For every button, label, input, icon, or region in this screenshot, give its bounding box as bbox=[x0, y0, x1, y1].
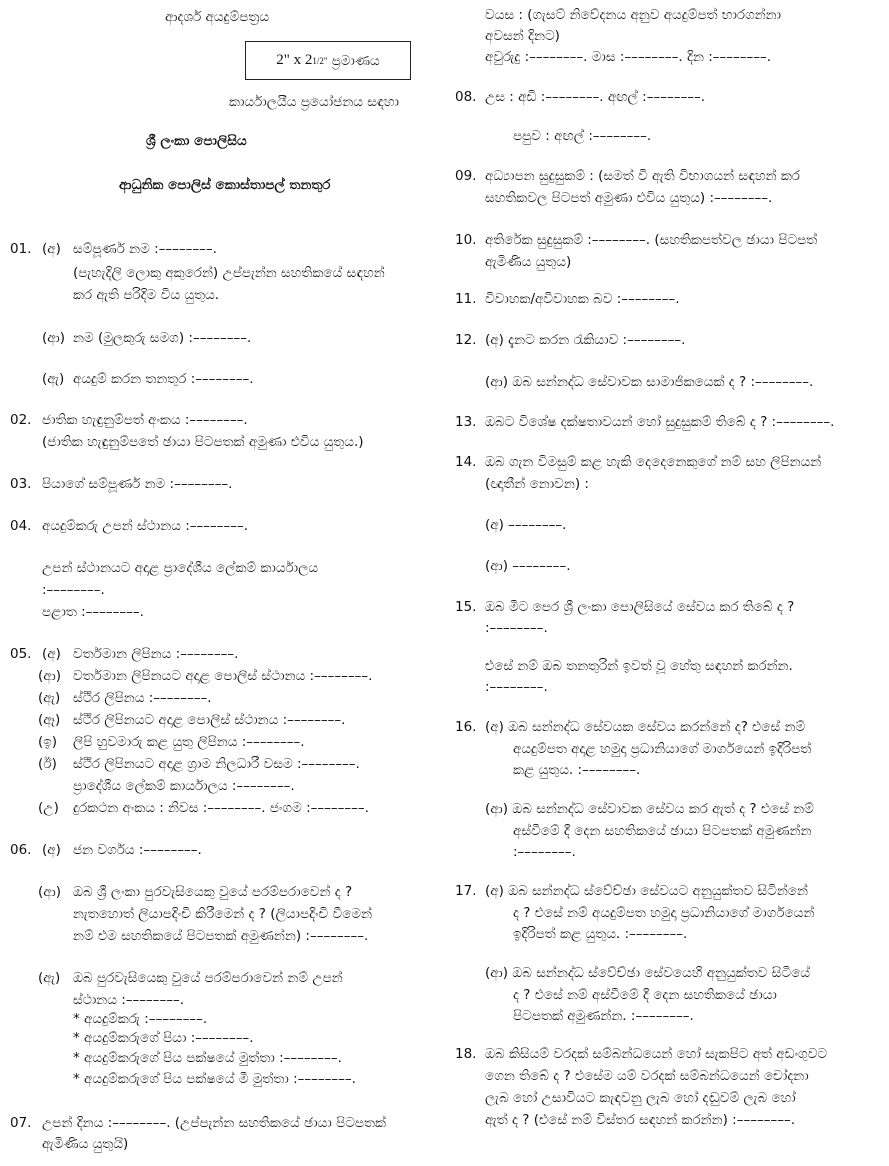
q14-b-text: (ආ) ––––––––. bbox=[485, 558, 571, 574]
photo-size-box bbox=[245, 41, 411, 80]
q14-number: 14. bbox=[455, 454, 477, 470]
q05-item-label: (ආ) bbox=[38, 668, 61, 684]
age-fields: අවුරුදු :––––––––. මාස :––––––––. දින :––––––––. bbox=[485, 49, 772, 65]
q03-text: පියාගේ සම්පූර්ණ නම :––––––––. bbox=[42, 476, 233, 492]
q16-number: 16. bbox=[455, 719, 477, 735]
q15-text: :––––––––. bbox=[485, 679, 548, 695]
q04-sub: පළාත :––––––––. bbox=[42, 604, 144, 620]
q15-number: 15. bbox=[455, 599, 477, 615]
q01-a-note: (පැහැදිලි ලොකු අකුරෙන්) උප්පැන්න සහතිකයේ සඳහන් bbox=[73, 265, 385, 281]
q02-number: 02. bbox=[10, 412, 32, 428]
q09-number: 09. bbox=[455, 168, 477, 184]
org-name: ශ්‍රී ලංකා පොලිසිය bbox=[146, 133, 247, 149]
q16-a-text: කළ යුතුය. :––––––––. bbox=[513, 762, 641, 778]
q05-item-text: වර්තමාන ලිපිනය :––––––––. bbox=[73, 646, 239, 662]
q06-number: 06. bbox=[10, 842, 32, 858]
q11-number: 11. bbox=[455, 291, 477, 307]
q18-text: ලැබ හෝ උසාවියට කැඳවනු ලැබ හෝ දඬුවම් ලැබ හෝ bbox=[485, 1090, 796, 1106]
q05-item-text: ස්ථිර ලිපිනයට අදාළ පොලිස් ස්ථානය :––––––––. bbox=[73, 712, 346, 728]
q12-number: 12. bbox=[455, 332, 477, 348]
q13-number: 13. bbox=[455, 414, 477, 430]
q06-bullet: * අයදුම්කරුගේ පියා :––––––––. bbox=[73, 1030, 254, 1046]
q08-chest: පපුව : අඟල් :––––––––. bbox=[513, 128, 652, 144]
q07-number: 07. bbox=[10, 1115, 32, 1131]
q05-number: 05. bbox=[10, 646, 32, 662]
q01-a-label: (අ) bbox=[42, 241, 61, 257]
q17-b-text: ද ? එසේ නම් අස්වීමේ දී දෙන සහතිකයේ ඡායා bbox=[513, 987, 777, 1003]
q11-text: විවාහක/අවිවාහක බව :––––––––. bbox=[485, 291, 680, 307]
position-title: ආධුනික පොලිස් කොස්තාපල් තනතුර bbox=[119, 177, 331, 193]
q15-text: ඔබ මීට පෙර ශ්‍රී ලංකා පොලිසියේ සේවය කර තිබේ ද ? bbox=[485, 599, 795, 615]
q10-number: 10. bbox=[455, 232, 477, 248]
q05-item-label: (ඊ) bbox=[38, 756, 57, 772]
q05-item-text: වර්තමාන ලිපිනයට අදාළ පොලිස් ස්ථානය :––––––––. bbox=[73, 668, 373, 684]
q16-a-text: අයදුම්පත අදාළ හමුදා ප්‍රධානියාගේ මාර්ගයෙන් ඉදිරිපත් bbox=[513, 741, 812, 757]
q10-text: අතිරේක සුදුසුකම් :––––––––. (සහතිකපත්වල ඡායා පිටපත් bbox=[485, 232, 818, 248]
q15-text: එසේ නම් ඔබ තනතුරින් ඉවත් වූ හේතු සඳහන් කරන්න. bbox=[485, 658, 793, 674]
q02-note: (ජාතික හැඳුනුම්පතේ ඡායා පිටපතක් අමුණා එවිය යුතුය.) bbox=[42, 434, 364, 450]
q02-text: ජාතික හැඳුනුම්පත් අංකය :––––––––. bbox=[42, 412, 248, 428]
q01-number: 01. bbox=[10, 241, 32, 257]
q01-c-label: (ඇ) bbox=[42, 371, 65, 387]
q05-item-text: ලිපි හුවමාරු කළ යුතු ලිපිනය :––––––––. bbox=[73, 734, 305, 750]
q01-c-text: අයදුම් කරන තනතුර :––––––––. bbox=[73, 371, 254, 387]
q16-b-text: (ආ) ඔබ සන්නද්ධ සේවාවක සේවය කර ඇත් ද ? එසේ නම් bbox=[485, 801, 814, 817]
q06-b-text: නම් එම සහතිකයේ පිටපතක් අමුණන්න) :––––––––. bbox=[73, 928, 369, 944]
q16-b-text: :––––––––. bbox=[513, 844, 576, 860]
q06-a-label: (අ) bbox=[42, 842, 61, 858]
q06-bullet: * අයදුම්කරු :––––––––. bbox=[73, 1011, 208, 1027]
photo-size-sup: 1/2" bbox=[312, 55, 328, 66]
q16-b-text: අස්වීමේ දී දෙන සහතිකයේ ඡායා පිටපතක් අමුණන්න bbox=[513, 823, 812, 839]
photo-size-dims: 2" x 2 bbox=[276, 52, 313, 68]
q08-number: 08. bbox=[455, 89, 477, 105]
q01-b-label: (ආ) bbox=[42, 330, 65, 346]
q06-b-text: නැතහොත් ලියාපදිංචි කිරීමෙන් ද ? (ලියාපදිංචි වීමෙන් bbox=[73, 906, 373, 922]
age-text: අවසන් දිනට) bbox=[485, 28, 560, 44]
q17-a-text: ද ? එසේ නම් අයදුම්පත හමුදා ප්‍රධානියාගේ මාර්ගයෙන් bbox=[513, 905, 815, 921]
q01-a-text: සම්පූර්ණ නම :––––––––. bbox=[73, 241, 217, 257]
q17-a-text: (අ) ඔබ සන්නද්ධ ස්වේච්ඡා සේවයට අනුයුක්තව සිටින්නේ bbox=[485, 883, 808, 899]
q01-b-text: නම (මුලකුරු සමග) :––––––––. bbox=[73, 330, 252, 346]
q08-height: උස : අඩි :––––––––. අඟල් :––––––––. bbox=[485, 89, 705, 105]
q06-b-label: (ආ) bbox=[38, 884, 61, 900]
q04-text: අයදුම්කරු උපන් ස්ථානය :––––––––. bbox=[42, 518, 249, 534]
q05-item-text: දුරකථන අංකය : නිවස :––––––––. ජංගම :––––––––. bbox=[73, 800, 369, 816]
q05-item-label: (උ) bbox=[38, 800, 59, 816]
q16-a-text: (අ) ඔබ සන්නද්ධ සේවයක සේවය කරන්නේ ද? එසේ නම් bbox=[485, 719, 806, 735]
q17-number: 17. bbox=[455, 883, 477, 899]
q04-number: 04. bbox=[10, 518, 32, 534]
q05-item-label: (ඇ) bbox=[38, 690, 61, 706]
form-title: ආදර්ශ අයදුම්පත්‍රය bbox=[165, 9, 270, 25]
q17-b-text: පිටපතක් අමුණන්න. :––––––––. bbox=[513, 1008, 694, 1024]
q14-text: ඔබ ගැන විමසුම් කළ හැකි දෙදෙනෙකුගේ නම් සහ ලිපිනයන් bbox=[485, 454, 822, 470]
q01-a-note: කර ඇති පරිදිම විය යුතුය. bbox=[73, 287, 220, 303]
q06-bullet: * අයදුම්කරුගේ පිය පක්ෂයේ මුත්තා :––––––––. bbox=[73, 1050, 342, 1066]
q18-number: 18. bbox=[455, 1046, 477, 1062]
q05-item-label: (ඉ) bbox=[38, 734, 57, 750]
q12-a-text: (අ) දැනට කරන රැකියාව :––––––––. bbox=[485, 332, 686, 348]
q05-item-label: (අ) bbox=[42, 646, 61, 662]
office-use-label: කාර්යාලයීය ප්‍රයෝජනය සඳහා bbox=[229, 94, 399, 110]
q18-text: ගෙන තිබේ ද ? එසේම යම් වරදක් සම්බන්ධයෙන් චෝදනා bbox=[485, 1068, 809, 1084]
q05-item-text: ප්‍රාදේශීය ලේකම් කාර්යාලය :––––––––. bbox=[73, 778, 295, 794]
q18-text: ඇත් ද ? (එසේ නම් විස්තර සඳහන් කරන්න) :––––––––. bbox=[485, 1112, 795, 1128]
q04-sub: උපන් ස්ථානයට අදාළ ප්‍රාදේශීය ලේකම් කාර්යාලය bbox=[42, 560, 319, 576]
q14-text: (ඥාතීන් නොවන) : bbox=[485, 476, 589, 492]
q17-b-text: (ආ) ඔබ සන්නද්ධ ස්වේච්ඡා සේවයෙහි අනුයුක්තව සිටියේ bbox=[485, 965, 810, 981]
q10-text: ඇමිණිය යුතුය) bbox=[485, 254, 572, 270]
q05-item-label: (ඈ) bbox=[38, 712, 61, 728]
q17-a-text: ඉදිරිපත් කළ යුතුය. :––––––––. bbox=[513, 926, 688, 942]
q05-item-text: ස්ථිර ලිපිනයට අදාළ ග්‍රාම නිලධාරී වසම :––––––––. bbox=[73, 756, 360, 772]
q09-text: අධ්‍යාපන සුදුසුකම් : (සමත් වී ඇති විභාගයන් සඳහන් කර bbox=[485, 168, 800, 184]
q06-bullet: * අයදුම්කරුගේ පිය පක්ෂයේ මී මුත්තා :––––––––. bbox=[73, 1071, 356, 1087]
q09-text: සහතිකවල පිටපත් අමුණා එවිය යුතුය) :––––––––. bbox=[485, 190, 773, 206]
q04-sub: :––––––––. bbox=[42, 582, 105, 598]
q06-b-text: ඔබ ශ්‍රී ලංකා පුරවැසියෙකු වුයේ පරම්පරාවෙන් ද ? bbox=[73, 884, 353, 900]
q06-c-text: ඔබ පුරවැසියෙකු වුයේ පරම්පරාවෙන් නම් උපන් bbox=[73, 970, 343, 986]
age-text: වයස : (ගැසට් නිවේදනය අනුව අයදුම්පත් භාරගන්නා bbox=[485, 7, 782, 23]
q03-number: 03. bbox=[10, 476, 32, 492]
q06-c-label: (ඇ) bbox=[38, 970, 61, 986]
q12-b-text: (ආ) ඔබ සන්නද්ධ සේවාවක සාමාජිකයෙක් ද ? :––––––––. bbox=[485, 374, 814, 390]
photo-size-text: ප්‍රමාණය bbox=[331, 52, 380, 69]
q06-a-text: ජන වර්ගය :––––––––. bbox=[73, 842, 202, 858]
q13-text: ඔබට විශේෂ දක්ෂතාවයන් හෝ සුදුසුකම් තිබේ ද ? :––––––––. bbox=[485, 414, 835, 430]
q05-item-text: ස්ථිර ලිපිනය :––––––––. bbox=[73, 690, 212, 706]
q07-text: ඇමිණිය යුතුයි) bbox=[42, 1136, 129, 1152]
q06-c-text: ස්ථානය :––––––––. bbox=[73, 992, 185, 1008]
q07-text: උපන් දිනය :––––––––. (උප්පැන්න සහතිකයේ ඡායා පිටපතක් bbox=[42, 1115, 386, 1131]
q14-a-text: (අ) ––––––––. bbox=[485, 517, 567, 533]
q15-text: :––––––––. bbox=[485, 620, 548, 636]
q18-text: ඔබ කිසියම් වරදක් සම්බන්ධයෙන් හෝ සැකපිට අත් අඩංගුවට bbox=[485, 1046, 828, 1062]
